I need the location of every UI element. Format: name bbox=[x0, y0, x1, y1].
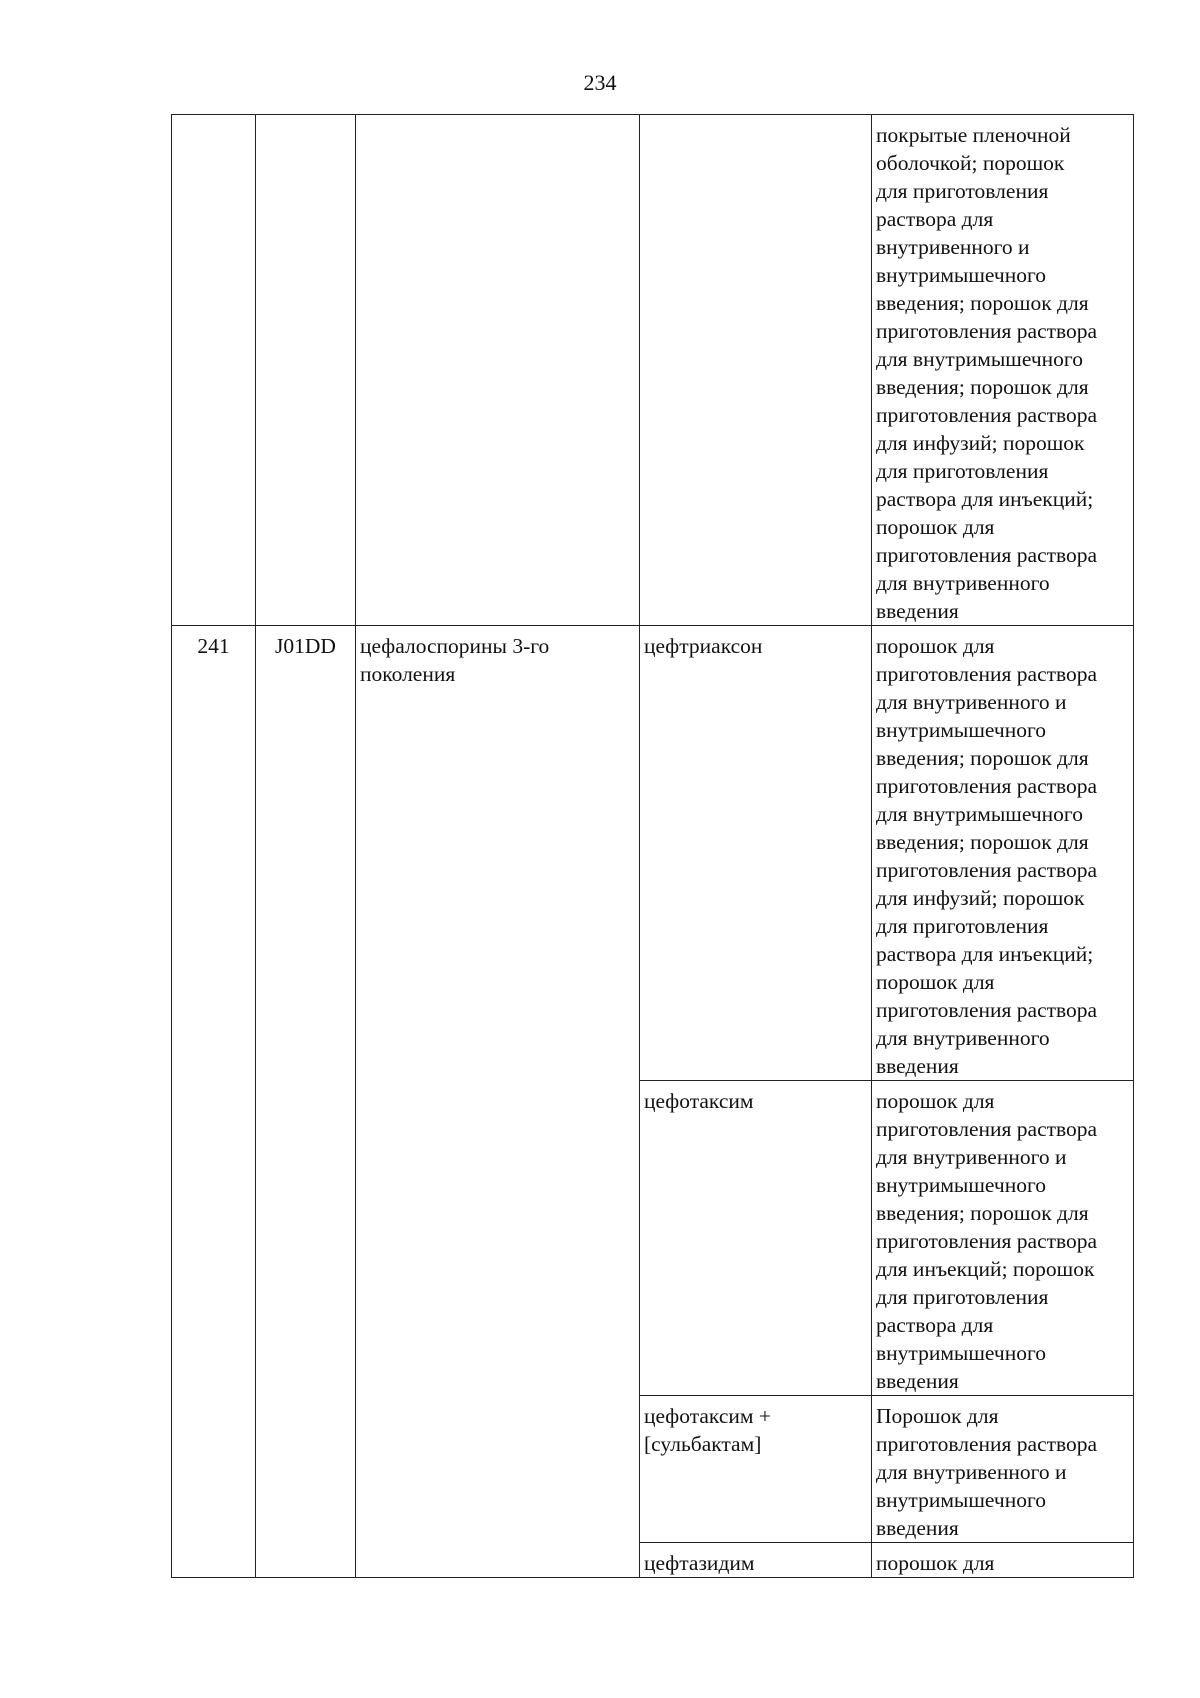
code-cell-empty bbox=[256, 115, 356, 626]
drug-table bbox=[171, 114, 1134, 1578]
dosage-form-cell: порошок для приготовления раствора для внутривенного и внутримышечного введения; порошок для приготовления раствора для инъекций; порошок для приготовления раствора для внутримышечного введения bbox=[872, 1081, 1134, 1396]
dosage-form-cell: Порошок для приготовления раствора для внутривенного и внутримышечного введения bbox=[872, 1396, 1134, 1543]
drug-name-cell: цефтриаксон bbox=[640, 626, 872, 1081]
number-cell-empty bbox=[172, 115, 256, 626]
row-number-cell: 241 bbox=[172, 626, 256, 1578]
drug-name-cell: цефотаксим bbox=[640, 1081, 872, 1396]
table-row bbox=[172, 626, 1134, 1081]
page-number: 234 bbox=[583, 70, 617, 95]
group-cell-empty bbox=[356, 115, 640, 626]
dosage-form-cell: порошок для приготовления раствора для внутривенного и внутримышечного введения; порошок для приготовления раствора для внутримышечного введения; порошок для приготовления раствора для инфузий; порошок для приготовления раствора для инъекций; порошок для приготовления раствора для внутривенного введения bbox=[872, 626, 1134, 1081]
drug-name-cell: цефотаксим + [сульбактам] bbox=[640, 1396, 872, 1543]
group-name-cell: цефалоспорины 3-го поколения bbox=[356, 626, 640, 1578]
atc-code-cell: J01DD bbox=[256, 626, 356, 1578]
dosage-form-cell: покрытые пленочной оболочкой; порошок для приготовления раствора для внутривенного и внутримышечного введения; порошок для приготовления раствора для внутримышечного введения; порошок для приготовления раствора для инфузий; порошок для приготовления раствора для инъекций; порошок для приготовления раствора для внутривенного введения bbox=[872, 115, 1134, 626]
table-row bbox=[172, 115, 1134, 626]
drug-name-cell: цефтазидим bbox=[640, 1543, 872, 1578]
drug-cell-empty bbox=[640, 115, 872, 626]
dosage-form-cell: порошок для bbox=[872, 1543, 1134, 1578]
